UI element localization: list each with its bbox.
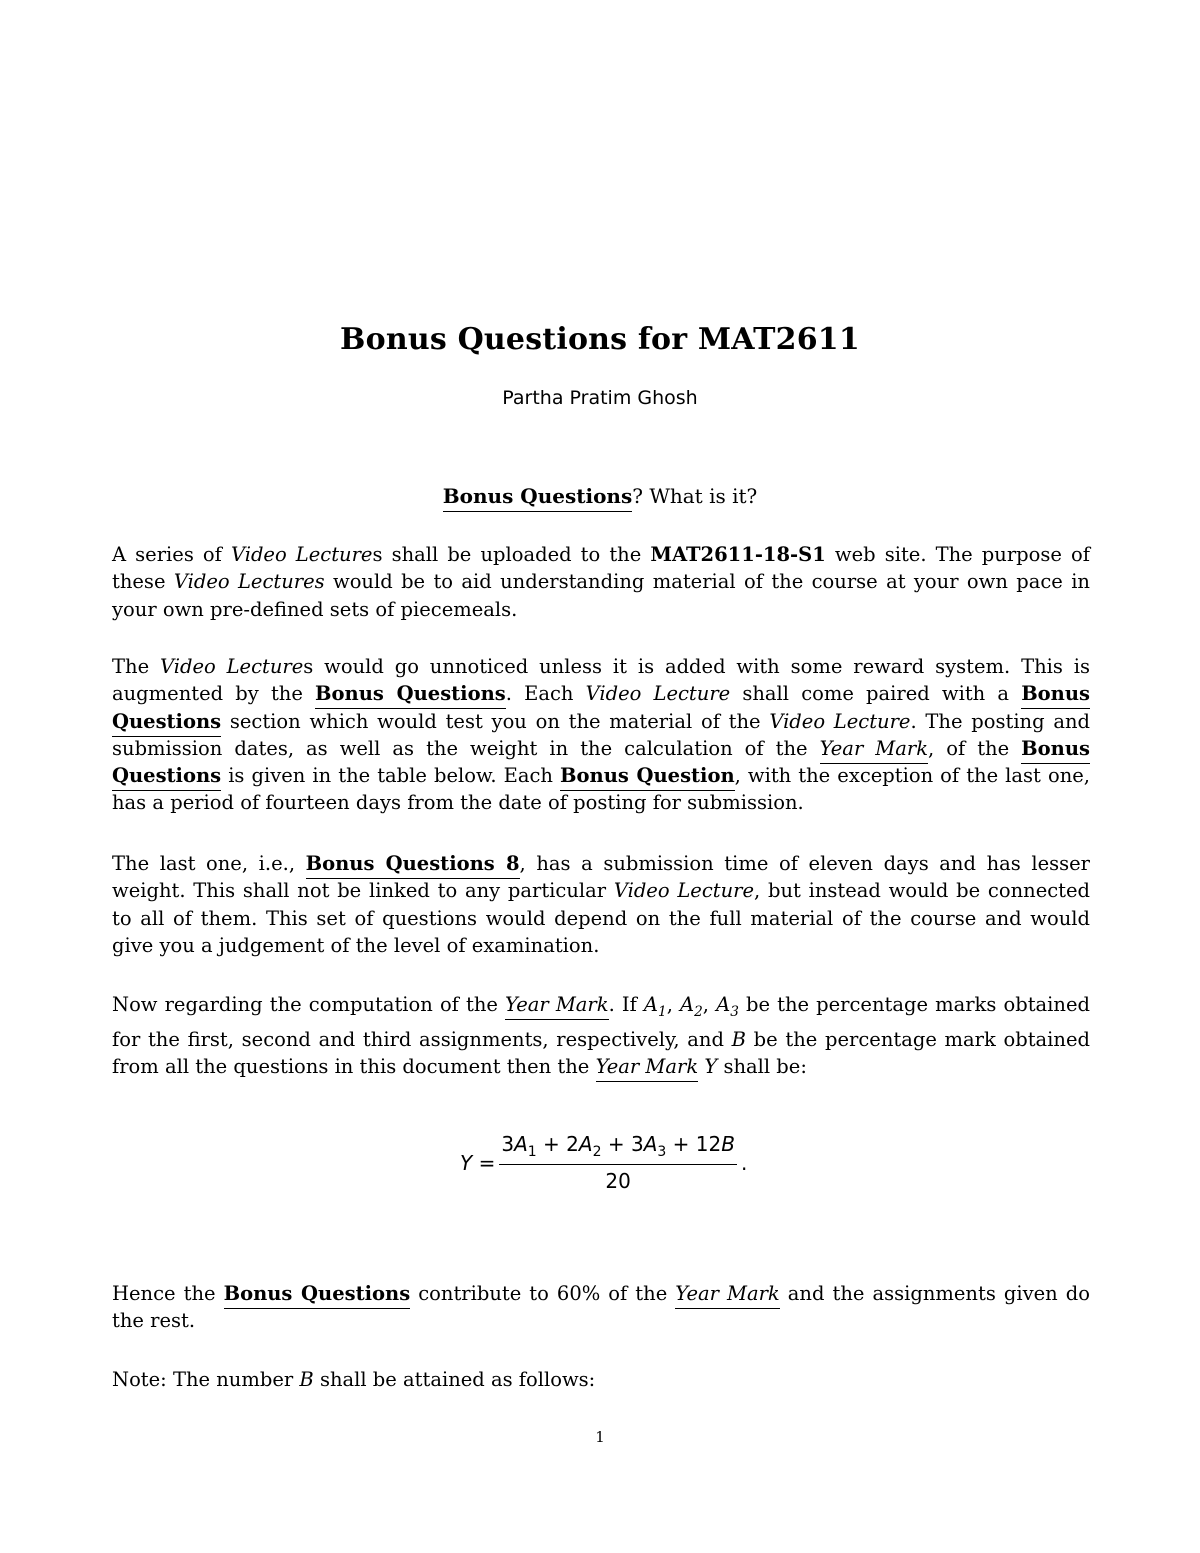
paragraph-intro: A series of Video Lectures shall be uploaded to the MAT2611-18-S1 web site. The purpose of these Video Lectures would be to aid understanding material of the course at your own pace in your own pre-defined sets of piecemeals. <box>112 543 1090 621</box>
formula-denominator: 20 <box>605 1169 631 1193</box>
section-heading <box>0 484 1200 508</box>
document-title: Bonus Questions for MAT2611 <box>340 322 860 357</box>
document-author: Partha Pratim Ghosh <box>502 387 698 409</box>
section-heading-rest: ? What is it? <box>632 484 758 508</box>
paragraph-year-mark: Now regarding the computation of the Year Mark. If $A_1$, $A_2$, $A_3$ be the percentage marks obtained for the first, second and third assignments, respectively, and B be the percentage mark obtained from all the questions in this document then the Year Mark Y shall be: <box>112 991 1090 1081</box>
formula-fraction <box>499 1132 737 1193</box>
paragraph-contribution: Hence the Bonus Questions contribute to 60% of the Year Mark and the assignments given do the rest. <box>112 1282 1090 1333</box>
year-mark-formula <box>460 1132 747 1193</box>
page-number: 1 <box>595 1428 605 1446</box>
paragraph-note: Note: The number B shall be attained as follows: <box>112 1368 596 1391</box>
paragraph-last-bonus: The last one, i.e., Bonus Questions 8, has a submission time of eleven days and has lesser weight. This shall not be linked to any particular Video Lecture, but instead would be connected to all of them. This set of questions would depend on the full material of the course and would give you a judgement of the level of examination. <box>112 852 1091 957</box>
formula-end: . <box>740 1150 748 1175</box>
section-heading-term: Bonus Questions <box>443 484 632 512</box>
paragraph-reward-system: The Video Lectures would go unnoticed unless it is added with some reward system. This is augmented by the Bonus Questions. Each Video Lecture shall come paired with a Bonus Questions section which would test you on the material of the Video Lecture. The posting and submission dates, as well as the weight in the calculation of the Year Mark, of the Bonus Questions is given in the table below. Each Bonus Question, with the exception of the last one, has a period of fourteen days from the date of posting for submission. <box>112 655 1091 815</box>
course-site-code: MAT2611-18-S1 <box>650 543 826 566</box>
formula-lhs: Y = <box>460 1150 496 1175</box>
formula-numerator: $3A_1 + 2A_2 + 3A_3 + 12B$ <box>499 1132 737 1165</box>
